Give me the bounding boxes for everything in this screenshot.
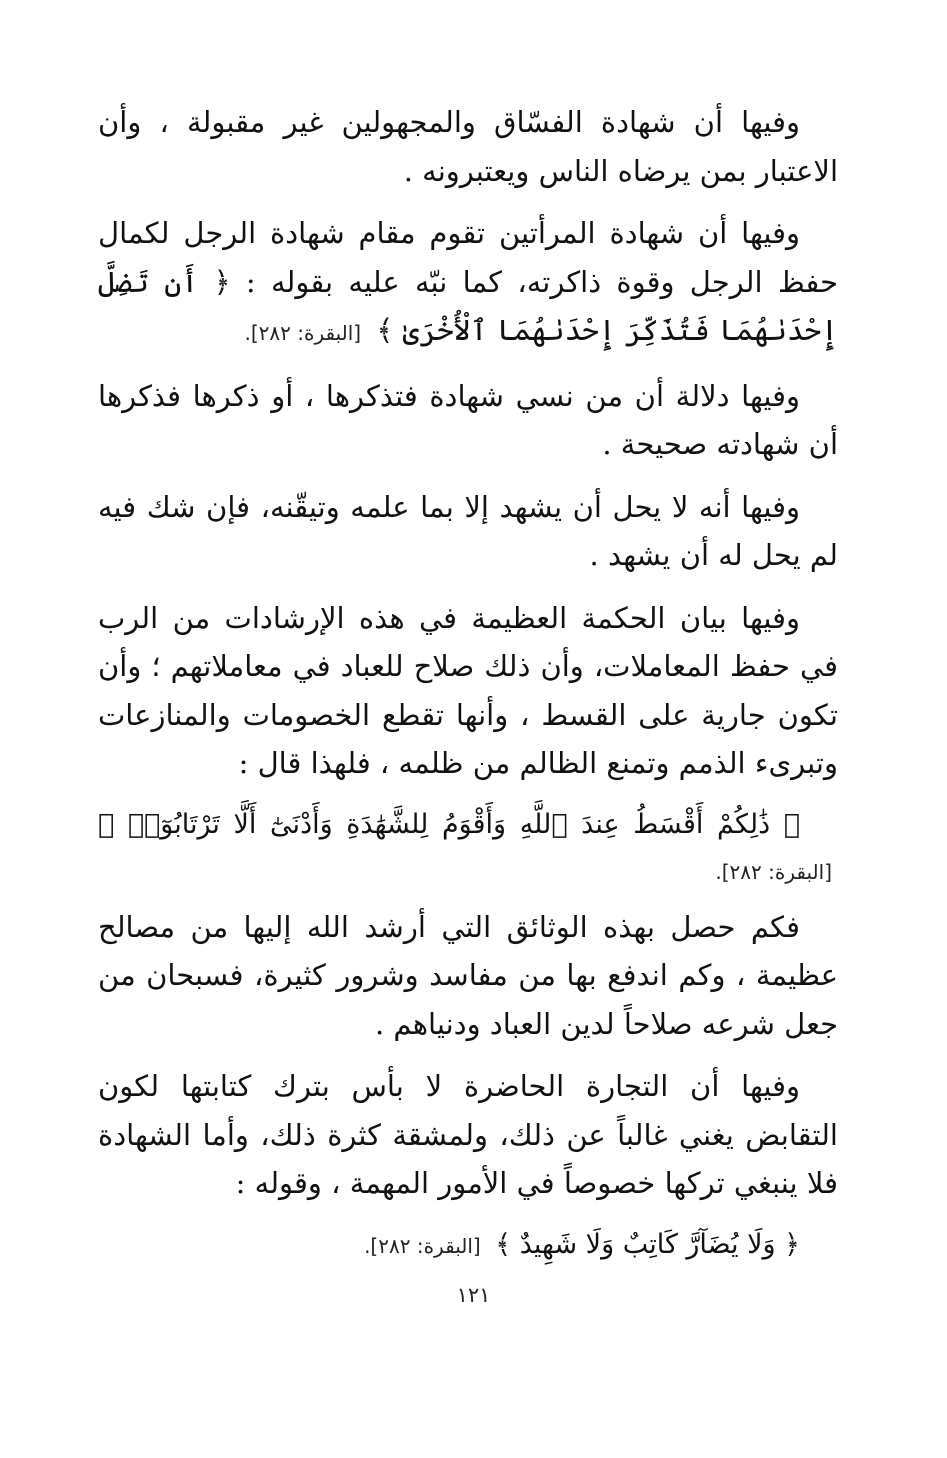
paragraph-7 [98, 1062, 838, 1208]
paragraph-2 [98, 209, 838, 358]
paragraph-1-text: وفيها أن شهادة الفسّاق والمجهولين غير مقبولة ، وأن الاعتبار بمن يرضاه الناس ويعتبرونه . [98, 105, 838, 188]
paragraph-6 [98, 903, 838, 1049]
quran-verse: ﴿ وَلَا يُضَآرَّ كَاتِبٌ وَلَا شَهِيدٌ ﴾ [495, 1228, 800, 1260]
paragraph-5 [98, 594, 838, 788]
quran-verse: ﴿ ذَٰلِكُمْ أَقْسَطُ عِندَ ٱللَّهِ وَأَقْوَمُ لِلشَّهَٰدَةِ وَأَدْنَىٰٓ أَلَّا تَرْتَابُوٓا۟ ﴾ [98, 808, 800, 840]
paragraph-3-text: وفيها دلالة أن من نسي شهادة فتذكرها ، أو ذكرها فذكرها أن شهادته صحيحة . [98, 378, 838, 461]
quran-block-2 [98, 1222, 838, 1269]
paragraph-3 [98, 372, 838, 469]
page-body [98, 98, 838, 1277]
paragraph-5-text: وفيها بيان الحكمة العظيمة في هذه الإرشادات من الرب في حفظ المعاملات، وأن ذلك صلاح للعباد في معاملاتهم ؛ وأن تكون جارية على القسط ، وأنها تقطع الخصومات والمنازعات وتبرىء الذمم وتمنع الظالم من ظلمه ، فلهذا قال : [98, 600, 838, 780]
paragraph-7-text: وفيها أن التجارة الحاضرة لا بأس بترك كتابتها لكون التقابض يغني غالباً عن ذلك، ولمشقة كثرة ذلك، وأما الشهادة فلا ينبغي تركها خصوصاً في الأمور المهمة ، وقوله : [98, 1069, 838, 1200]
page-number: ١٢١ [456, 1283, 491, 1307]
verse-reference: [البقرة: ٢٨٢]. [244, 321, 362, 345]
verse-reference: [البقرة: ٢٨٢]. [364, 1233, 481, 1258]
quran-verse: ﴿ أَن تَضِلَّ إِحْدَىٰهُمَا فَتُذَكِّرَ إِحْدَىٰهُمَا ٱلْأُخْرَىٰ ﴾ [98, 264, 838, 347]
paragraph-4 [98, 483, 838, 580]
quran-block-1 [98, 802, 838, 895]
paragraph-1 [98, 98, 838, 195]
paragraph-6-text: فكم حصل بهذه الوثائق التي أرشد الله إليها من مصالح عظيمة ، وكم اندفع بها من مفاسد وشرور كثيرة، فسبحان من جعل شرعه صلاحاً لدين العباد ودنياهم . [98, 909, 838, 1041]
paragraph-2-text: وفيها أن شهادة المرأتين تقوم مقام شهادة الرجل لكمال حفظ الرجل وقوة ذاكرته، كما نبّه عليه بقوله : [98, 216, 839, 299]
verse-reference: [البقرة: ٢٨٢]. [715, 859, 832, 884]
paragraph-4-text: وفيها أنه لا يحل أن يشهد إلا بما علمه وتيقّنه، فإن شك فيه لم يحل له أن يشهد . [98, 489, 838, 572]
